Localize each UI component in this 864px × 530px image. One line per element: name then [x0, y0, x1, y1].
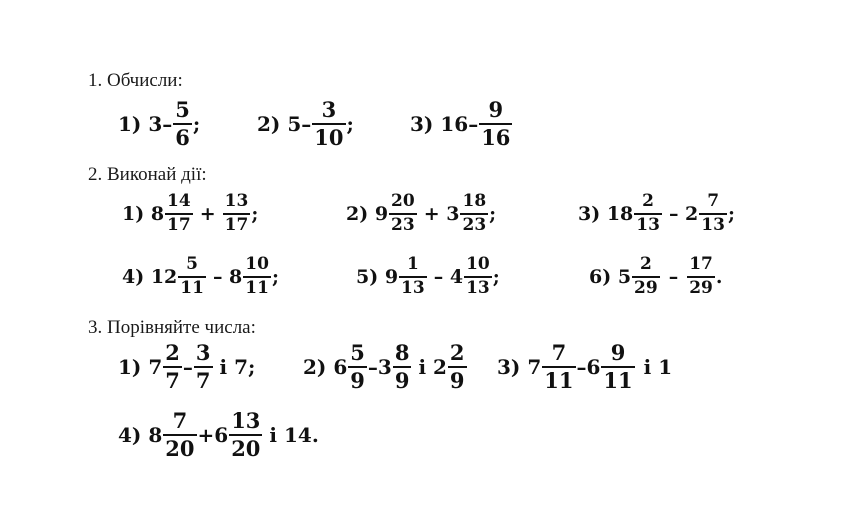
denominator: 20 — [165, 436, 195, 462]
numerator: 14 — [167, 191, 191, 211]
fraction — [312, 99, 345, 149]
whole-part: 1) 3 — [118, 112, 163, 137]
comparison-text: і 1 — [643, 355, 673, 380]
task-3-expr-1 — [118, 342, 255, 392]
fraction — [223, 193, 251, 235]
numerator: 7 — [172, 408, 188, 433]
fraction — [348, 342, 367, 392]
numerator: 3 — [321, 97, 337, 122]
denominator: 9 — [350, 368, 365, 394]
task-1-title: 1. Обчисли: — [88, 70, 183, 91]
operator: –3 — [367, 355, 392, 380]
task-3-title: 3. Порівняйте числа: — [88, 317, 256, 338]
denominator: 29 — [689, 277, 713, 298]
denominator: 11 — [180, 277, 204, 298]
numerator: 9 — [488, 97, 504, 122]
fraction — [464, 256, 492, 298]
numerator: 3 — [195, 340, 211, 365]
numerator: 2 — [642, 191, 655, 211]
whole-part: 1) 7 — [118, 355, 163, 380]
numerator: 5 — [175, 97, 190, 122]
numerator: 2 — [165, 340, 180, 365]
denominator: 13 — [466, 277, 490, 298]
task-3-expr-3 — [497, 342, 672, 392]
punctuation: ; — [192, 112, 201, 137]
punctuation: ; — [271, 265, 279, 288]
punctuation: ; — [346, 112, 354, 137]
operator: + — [199, 202, 216, 225]
task-1-expr-1 — [118, 99, 200, 149]
punctuation: ; — [251, 202, 259, 225]
operator: – 8 — [212, 265, 243, 288]
fraction — [460, 193, 488, 235]
numerator: 13 — [224, 191, 249, 211]
task-2-title: 2. Виконай дії: — [88, 164, 207, 185]
task-2-expr-6 — [589, 256, 723, 298]
whole-part: 2) 5 — [257, 112, 302, 137]
whole-part: 3) 16 — [410, 112, 469, 137]
denominator: 11 — [245, 277, 269, 298]
numerator: 8 — [394, 340, 410, 365]
fraction — [393, 342, 412, 392]
whole-part: 6) 5 — [589, 265, 632, 288]
fraction — [601, 342, 634, 392]
task-1-expr-3 — [410, 99, 513, 149]
numerator: 18 — [462, 191, 487, 211]
fraction — [243, 256, 271, 298]
operator: – — [162, 112, 173, 137]
denominator: 6 — [175, 125, 190, 151]
numerator: 2 — [639, 254, 652, 274]
task-2-expr-4 — [122, 256, 279, 298]
fraction — [194, 342, 213, 392]
denominator: 17 — [167, 214, 191, 235]
denominator: 9 — [394, 368, 410, 394]
whole-part: 2) 9 — [346, 202, 389, 225]
fraction — [178, 256, 206, 298]
numerator: 1 — [406, 254, 419, 274]
numerator: 5 — [186, 254, 199, 274]
task-1-expr-2 — [257, 99, 354, 149]
denominator: 13 — [636, 214, 660, 235]
operator: – 4 — [433, 265, 464, 288]
denominator: 11 — [603, 368, 633, 394]
operator: – — [301, 112, 312, 137]
numerator: 7 — [551, 340, 567, 365]
comparison-text: і 7; — [219, 355, 256, 380]
denominator: 17 — [224, 214, 249, 235]
operator: – 2 — [668, 202, 699, 225]
task-2-expr-3 — [578, 193, 735, 235]
punctuation: ; — [489, 202, 497, 225]
fraction — [163, 342, 182, 392]
fraction — [389, 193, 417, 235]
whole-part: 4) 12 — [122, 265, 178, 288]
fraction — [542, 342, 575, 392]
denominator: 7 — [195, 368, 211, 394]
comparison-text: і 14. — [269, 423, 319, 448]
task-2-expr-1 — [122, 193, 258, 235]
fraction — [163, 410, 196, 460]
numerator: 10 — [245, 254, 269, 274]
fraction — [632, 256, 660, 298]
task-2-expr-5 — [356, 256, 500, 298]
fraction — [229, 410, 262, 460]
fraction — [173, 99, 192, 149]
fraction — [699, 193, 727, 235]
numerator: 17 — [689, 254, 713, 274]
whole-part: 2) 6 — [303, 355, 348, 380]
whole-part: 3) 18 — [578, 202, 634, 225]
fraction — [448, 342, 467, 392]
operator: +6 — [197, 423, 229, 448]
punctuation: . — [715, 265, 723, 288]
denominator: 9 — [449, 368, 465, 394]
operator: –6 — [576, 355, 601, 380]
fraction — [634, 193, 662, 235]
numerator: 10 — [466, 254, 490, 274]
whole-part: 1) 8 — [122, 202, 165, 225]
operator: – — [468, 112, 479, 137]
task-3-expr-4 — [118, 410, 319, 460]
fraction — [399, 256, 427, 298]
whole-part: 5) 9 — [356, 265, 399, 288]
denominator: 13 — [701, 214, 725, 235]
fraction — [479, 99, 512, 149]
denominator: 23 — [391, 214, 415, 235]
task-2-expr-2 — [346, 193, 496, 235]
numerator: 13 — [231, 408, 261, 433]
numerator: 9 — [610, 340, 626, 365]
denominator: 23 — [462, 214, 487, 235]
denominator: 29 — [634, 277, 658, 298]
numerator: 5 — [350, 340, 365, 365]
comparison-text: і 2 — [418, 355, 447, 380]
operator: + 3 — [423, 202, 460, 225]
fraction — [165, 193, 193, 235]
numerator: 2 — [449, 340, 465, 365]
denominator: 13 — [401, 277, 425, 298]
denominator: 20 — [231, 436, 261, 462]
operator: – — [668, 265, 679, 288]
whole-part: 4) 8 — [118, 423, 163, 448]
denominator: 7 — [165, 368, 180, 394]
numerator: 7 — [707, 191, 720, 211]
punctuation: ; — [492, 265, 500, 288]
fraction — [687, 256, 715, 298]
numerator: 20 — [391, 191, 415, 211]
task-3-expr-2 — [303, 342, 468, 392]
whole-part: 3) 7 — [497, 355, 542, 380]
denominator: 16 — [481, 125, 511, 151]
denominator: 11 — [544, 368, 574, 394]
punctuation: ; — [727, 202, 735, 225]
operator: – — [182, 355, 193, 380]
denominator: 10 — [314, 125, 344, 151]
